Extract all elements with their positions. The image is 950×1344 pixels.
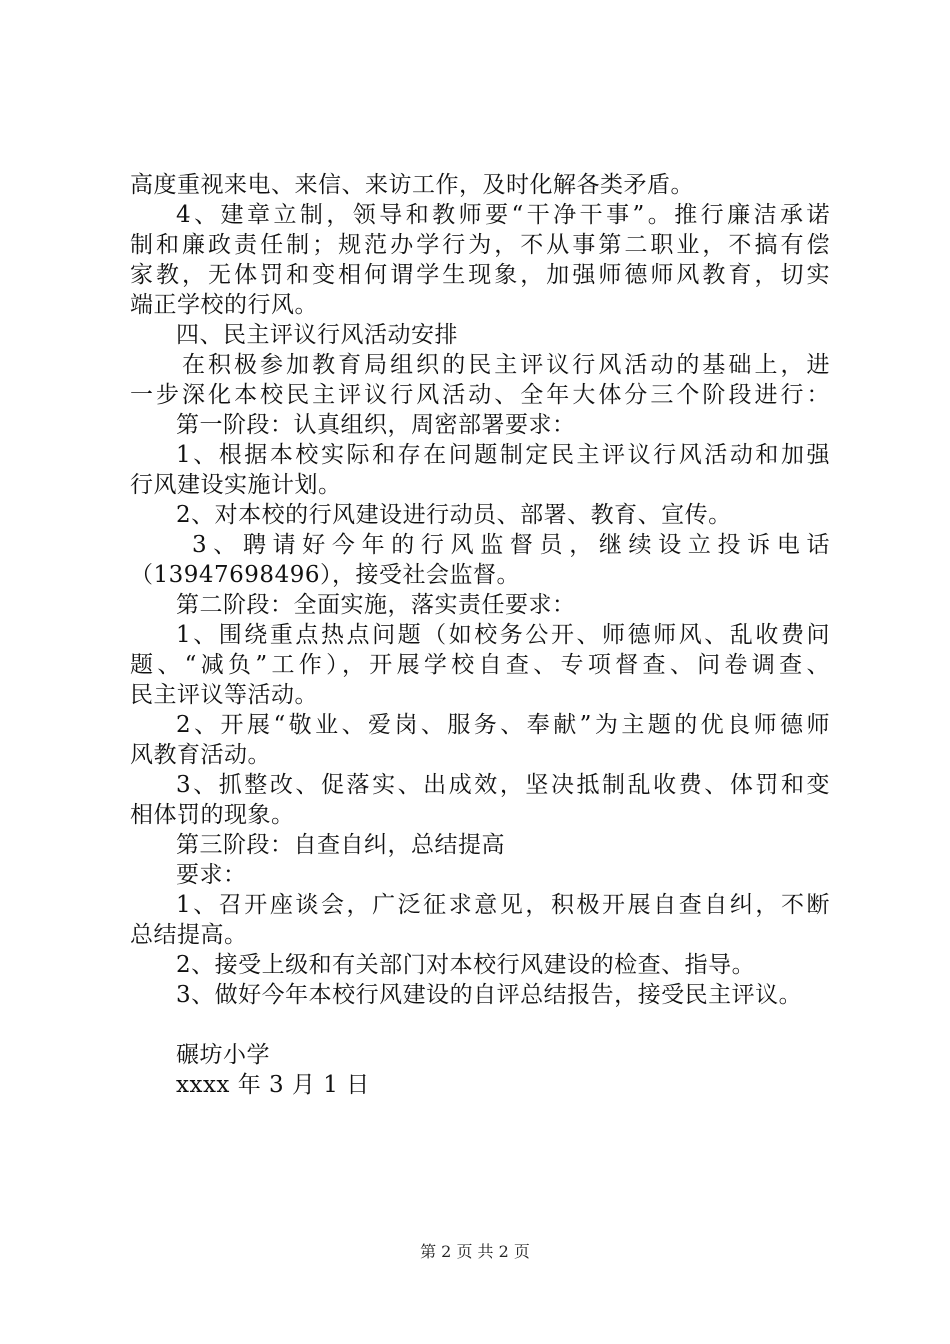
section-heading: 四、民主评议行风活动安排	[176, 322, 458, 348]
signature-date: xxxx 年 3 月 1 日	[176, 1072, 370, 1098]
paragraph-line: 4、建章立制，领导和教师要“干净干事”。推行廉洁承诺	[176, 202, 830, 228]
paragraph-line: 一步深化本校民主评议行风活动、全年大体分三个阶段进行：	[130, 382, 830, 408]
page-footer: 第 2 页 共 2 页	[420, 1242, 530, 1261]
paragraph-line: 制和廉政责任制；规范办学行为，不从事第二职业，不搞有偿	[130, 232, 830, 258]
paragraph-line: 在积极参加教育局组织的民主评议行风活动的基础上，进	[182, 352, 830, 378]
paragraph-line: 行风建设实施计划。	[130, 472, 342, 498]
paragraph-line: 风教育活动。	[130, 742, 271, 768]
paragraph-line: 1、召开座谈会，广泛征求意见，积极开展自查自纠，不断	[176, 892, 830, 918]
paragraph-line: 1、根据本校实际和存在问题制定民主评议行风活动和加强	[176, 442, 830, 468]
blank-line	[130, 1010, 830, 1040]
paragraph-line: 高度重视来电、来信、来访工作，及时化解各类矛盾。	[130, 172, 694, 198]
paragraph-line: 3、做好今年本校行风建设的自评总结报告，接受民主评议。	[176, 982, 803, 1008]
signature-school: 碾坊小学	[176, 1042, 270, 1068]
stage-heading: 第三阶段：自查自纠，总结提高	[176, 832, 505, 858]
stage-heading: 第一阶段：认真组织，周密部署要求：	[176, 412, 576, 438]
paragraph-line: （13947698496），接受社会监督。	[130, 562, 520, 588]
paragraph-line: 总结提高。	[130, 922, 248, 948]
paragraph-line: 相体罚的现象。	[130, 802, 295, 828]
paragraph-line: 3、聘请好今年的行风监督员，继续设立投诉电话	[192, 532, 830, 558]
paragraph-line: 2、接受上级和有关部门对本校行风建设的检查、指导。	[176, 952, 756, 978]
paragraph-line: 2、开展“敬业、爱岗、服务、奉献”为主题的优良师德师	[176, 712, 830, 738]
paragraph-line: 端正学校的行风。	[130, 292, 318, 318]
paragraph-line: 3、抓整改、促落实、出成效，坚决抵制乱收费、体罚和变	[176, 772, 830, 798]
paragraph-line: 民主评议等活动。	[130, 682, 318, 708]
paragraph-line: 1、围绕重点热点问题（如校务公开、师德师风、乱收费问	[176, 622, 830, 648]
paragraph-line: 2、对本校的行风建设进行动员、部署、教育、宣传。	[176, 502, 732, 528]
stage-heading: 第二阶段：全面实施，落实责任要求：	[176, 592, 576, 618]
document-body	[130, 170, 830, 1100]
paragraph-line: 题、“减负”工作），开展学校自查、专项督查、问卷调查、	[130, 652, 830, 678]
paragraph-line: 家教，无体罚和变相何谓学生现象，加强师德师风教育，切实	[130, 262, 830, 288]
paragraph-line: 要求：	[176, 862, 247, 888]
